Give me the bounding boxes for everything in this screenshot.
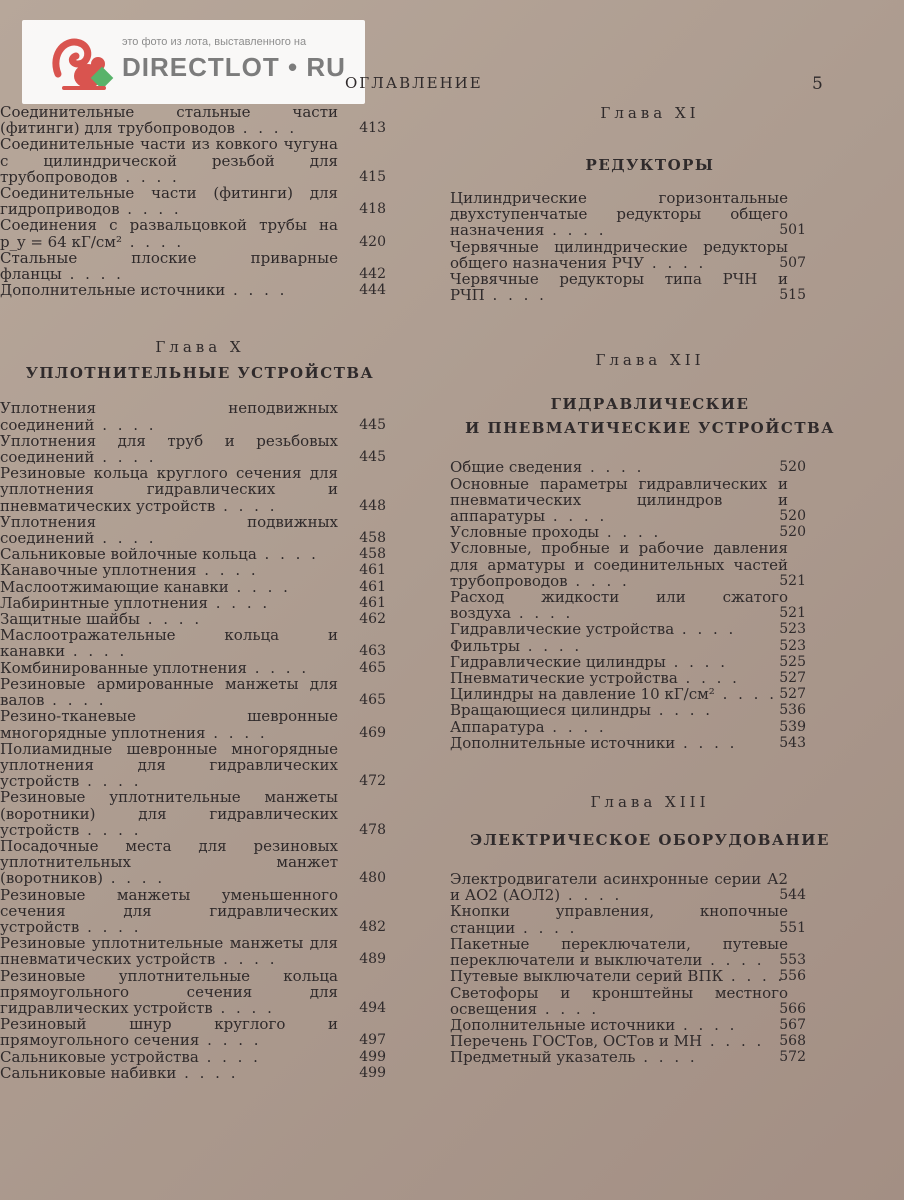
- toc-entry: [0, 887, 400, 936]
- toc-entry: [0, 217, 400, 249]
- toc-entry-page: 536: [779, 702, 806, 719]
- toc-entry: [0, 1016, 400, 1048]
- toc-entry-page: 521: [779, 572, 806, 589]
- toc-entry-title: Кнопки управления, кнопочные станции . . . .: [450, 902, 788, 937]
- chapter-xii-label: Глава XII: [595, 351, 705, 370]
- toc-entry-page: 497: [359, 1032, 386, 1049]
- dot-leader: . . . .: [675, 1015, 738, 1034]
- dot-leader: . . . .: [94, 448, 157, 467]
- toc-entry-page: 572: [779, 1049, 806, 1066]
- toc-entry: [0, 968, 400, 1017]
- toc-entry-title: Канавочные уплотнения . . . .: [0, 561, 259, 580]
- toc-entry: [0, 708, 400, 740]
- running-title: ОГЛАВЛЕНИЕ: [345, 74, 483, 92]
- toc-entry-title: Стальные плоские приварные фланцы . . . .: [0, 248, 338, 284]
- toc-entry-page: 551: [779, 919, 806, 936]
- chapter-xiii-label: Глава XIII: [590, 793, 710, 812]
- toc-entry-title: Электродвигатели асинхронные серии А2 и АО2 (АОЛ2) . . . .: [450, 870, 788, 905]
- toc-entry-title: Посадочные места для резиновых уплотнительных манжет (воротников) . . . .: [0, 836, 338, 888]
- toc-list-chapter-xii: [450, 459, 850, 751]
- toc-entry-title: Резиновые уплотнительные манжеты для пневматических устройств . . . .: [0, 934, 338, 969]
- toc-entry-page: 515: [779, 287, 806, 304]
- toc-entry: [0, 104, 400, 136]
- dot-leader: . . . .: [256, 545, 319, 564]
- toc-left-column: [0, 104, 400, 1081]
- toc-entry-title: Светофоры и кронштейны местного освещения . . . .: [450, 983, 788, 1018]
- toc-entry-title: Резиновые манжеты уменьшенного сечения для гидравлических устройств . . . .: [0, 885, 338, 936]
- toc-entry-title: Путевые выключатели серий ВПК . . . .: [450, 967, 786, 986]
- dot-leader: . . . .: [61, 265, 124, 284]
- toc-entry-title: Червячные цилиндрические редукторы общего назначения РЧУ . . . .: [450, 237, 788, 272]
- toc-entry: [450, 686, 850, 702]
- toc-entry: [450, 702, 850, 718]
- dot-leader: . . . .: [484, 286, 547, 305]
- toc-entry-title: Резиновый шнур круглого и прямоугольного сечения . . . .: [0, 1015, 338, 1050]
- toc-entry: [0, 433, 400, 465]
- toc-entry: [450, 1049, 850, 1065]
- toc-entry-page: 489: [359, 951, 386, 968]
- dot-leader: . . . .: [119, 200, 182, 219]
- toc-entry: [450, 719, 850, 735]
- toc-entry: [0, 514, 400, 546]
- toc-entry-page: 461: [359, 562, 386, 579]
- dot-leader: . . . .: [215, 950, 278, 969]
- chapter-xiii-title: ЭЛЕКТРИЧЕСКОЕ ОБОРУДОВАНИЕ: [470, 831, 830, 850]
- dot-leader: . . . .: [139, 610, 203, 629]
- dot-leader: . . . .: [515, 918, 578, 937]
- toc-entry-title: Условные, пробные и рабочие давления для арматуры и соединительных частей трубопроводов . . . .: [450, 539, 788, 590]
- toc-entry: [450, 190, 850, 239]
- toc-entry: [450, 985, 850, 1017]
- toc-entry-page: 543: [779, 734, 806, 751]
- toc-entry: [0, 676, 400, 708]
- toc-entry-title: Основные параметры гидравлических и пневматических цилиндров и аппаратуры . . . .: [450, 474, 788, 526]
- dot-leader: . . . .: [198, 1047, 261, 1066]
- chapter-xii-title-line2: И ПНЕВМАТИЧЕСКИЕ УСТРОЙСТВА: [465, 419, 835, 438]
- toc-entry-page: 567: [779, 1016, 806, 1033]
- toc-entry-title: Фильтры . . . .: [450, 636, 583, 655]
- toc-entry: [0, 741, 400, 790]
- toc-entry-title: Вращающиеся цилиндры . . . .: [450, 701, 714, 720]
- dot-leader: . . . .: [79, 917, 142, 936]
- toc-entry: [450, 1017, 850, 1033]
- toc-entry-page: 458: [359, 530, 386, 547]
- watermark-caption: это фото из лота, выставленного на: [122, 36, 307, 48]
- chapter-xi-title: РЕДУКТОРЫ: [585, 156, 715, 174]
- chapter-xi-label: Глава XI: [600, 104, 700, 122]
- squirrel-logo-icon: [48, 34, 118, 94]
- toc-entry-title: Маслоотжимающие канавки . . . .: [0, 577, 291, 596]
- toc-entry-page: 499: [359, 1048, 386, 1065]
- toc-entry-page: 444: [359, 282, 386, 299]
- toc-entry: [0, 935, 400, 967]
- dot-leader: . . . .: [199, 1031, 262, 1050]
- toc-entry: [450, 1033, 850, 1049]
- toc-entry: [0, 136, 400, 185]
- toc-entry: [450, 968, 850, 984]
- toc-list-chapter-xi: [450, 190, 850, 303]
- toc-entry-title: Уплотнения неподвижных соединений . . . .: [0, 399, 338, 434]
- toc-entry: [450, 524, 850, 540]
- toc-entry-page: 521: [779, 605, 806, 622]
- toc-entry-page: 462: [359, 611, 386, 628]
- toc-entry-title: Резиновые уплотнительные манжеты (воротники) для гидравлических устройств . . . .: [0, 788, 338, 839]
- toc-entry-title: Пневматические устройства . . . .: [450, 669, 740, 688]
- toc-entry-title: Аппаратура . . . .: [450, 717, 607, 736]
- toc-entry-title: Предметный указатель . . . .: [450, 1048, 698, 1067]
- dot-leader: . . . .: [234, 119, 298, 138]
- toc-entry-title: Защитные шайбы . . . .: [0, 610, 203, 629]
- toc-entry: [0, 185, 400, 217]
- toc-entry-title: Гидравлические устройства . . . .: [450, 620, 737, 639]
- dot-leader: . . . .: [102, 869, 166, 888]
- dot-leader: . . . .: [537, 999, 600, 1018]
- dot-leader: . . . .: [207, 593, 271, 612]
- dot-leader: . . . .: [714, 685, 777, 704]
- toc-entry-title: Соединения с развальцовкой трубы на p_y = 64 кГ/см² . . . .: [0, 216, 338, 251]
- toc-entry-page: 527: [779, 670, 806, 687]
- watermark-banner: [22, 20, 365, 104]
- toc-entry: [450, 638, 850, 654]
- toc-entry: [0, 1049, 400, 1065]
- toc-entry-page: 461: [359, 578, 386, 595]
- toc-entry: [450, 476, 850, 525]
- toc-entry: [450, 540, 850, 589]
- toc-entry: [450, 670, 850, 686]
- dot-leader: . . . .: [65, 642, 128, 661]
- dot-leader: . . . .: [675, 733, 738, 752]
- toc-entry-page: 465: [359, 659, 386, 676]
- dot-leader: . . . .: [599, 523, 662, 542]
- toc-entry: [0, 1065, 400, 1081]
- toc-entry: [450, 936, 850, 968]
- dot-leader: . . . .: [702, 951, 765, 970]
- dot-leader: . . . .: [650, 701, 714, 720]
- dot-leader: . . . .: [702, 1032, 765, 1051]
- dot-leader: . . . .: [544, 221, 607, 240]
- toc-entry-page: 525: [779, 653, 806, 670]
- dot-leader: . . . .: [94, 529, 157, 548]
- dot-leader: . . . .: [511, 604, 574, 623]
- toc-entry: [0, 789, 400, 838]
- toc-entry-title: Сальниковые набивки . . . .: [0, 1063, 239, 1082]
- dot-leader: . . . .: [212, 998, 275, 1017]
- toc-entry: [450, 459, 850, 475]
- toc-entry-page: 527: [779, 686, 806, 703]
- toc-entry: [0, 838, 400, 887]
- dot-leader: . . . .: [215, 496, 278, 515]
- toc-entry-title: Уплотнения подвижных соединений . . . .: [0, 512, 338, 548]
- toc-entry: [0, 660, 400, 676]
- toc-entry-page: 458: [359, 546, 386, 563]
- toc-entry-page: 413: [359, 120, 386, 137]
- toc-entry-page: 507: [779, 254, 806, 271]
- toc-entry-page: 463: [359, 643, 386, 660]
- toc-entry: [450, 871, 850, 903]
- toc-entry-title: Комбинированные уплотнения . . . .: [0, 658, 310, 677]
- toc-entry-title: Соединительные стальные части (фитинги) для трубопроводов . . . .: [0, 103, 338, 138]
- dot-leader: . . . .: [228, 577, 291, 596]
- toc-entry-title: Маслоотражательные кольца и канавки . . . .: [0, 626, 338, 661]
- toc-entry-page: 523: [779, 637, 806, 654]
- toc-entry: [0, 562, 400, 578]
- toc-entry-title: Дополнительные источники . . . .: [0, 281, 288, 300]
- dot-leader: . . . .: [582, 458, 645, 477]
- toc-entry-title: Соединительные части из ковкого чугуна с цилиндрической резьбой для трубопроводов . . . .: [0, 135, 338, 186]
- toc-entry: [0, 546, 400, 562]
- toc-entry-title: Пакетные переключатели, путевые переключатели и выключатели . . . .: [450, 934, 788, 970]
- toc-entry-title: Резиновые армированные манжеты для валов . . . .: [0, 674, 338, 710]
- dot-leader: . . . .: [644, 253, 707, 272]
- toc-entry: [0, 282, 400, 298]
- watermark-brand: DIRECTLOT • RU: [122, 52, 346, 82]
- dot-leader: . . . .: [79, 772, 142, 791]
- toc-entry: [450, 271, 850, 303]
- dot-leader: . . . .: [567, 571, 630, 590]
- dot-leader: . . . .: [677, 669, 740, 688]
- toc-entry: [0, 579, 400, 595]
- dot-leader: . . . .: [544, 717, 607, 736]
- toc-list-chapter-x: [0, 400, 400, 1081]
- toc-entry: [0, 400, 400, 432]
- toc-entry-title: Резиновые кольца круглого сечения для уплотнения гидравлических и пневматических устройств . . . .: [0, 464, 338, 515]
- toc-entry-page: 420: [359, 233, 386, 250]
- toc-entry-title: Червячные редукторы типа РЧН и РЧП . . . .: [450, 270, 788, 305]
- dot-leader: . . . .: [519, 636, 583, 655]
- toc-entry: [450, 654, 850, 670]
- toc-entry-page: 520: [779, 459, 806, 476]
- toc-entry-page: 418: [359, 201, 386, 218]
- toc-entry-title: Лабиринтные уплотнения . . . .: [0, 593, 271, 612]
- toc-entry: [450, 239, 850, 271]
- toc-entry: [450, 621, 850, 637]
- toc-entry-page: 415: [359, 168, 386, 185]
- dot-leader: . . . .: [94, 415, 157, 434]
- toc-entry-page: 445: [359, 416, 386, 433]
- toc-entry-page: 539: [779, 718, 806, 735]
- dot-leader: . . . .: [635, 1048, 698, 1067]
- toc-entry: [0, 627, 400, 659]
- dot-leader: . . . .: [196, 561, 259, 580]
- toc-entry-title: Цилиндрические горизонтальные двухступенчатые редукторы общего назначения . . . .: [450, 189, 788, 240]
- toc-entry: [450, 735, 850, 751]
- toc-entry-title: Уплотнения для труб и резьбовых соединений . . . .: [0, 431, 338, 467]
- toc-entry-title: Резиновые уплотнительные кольца прямоугольного сечения для гидравлических устройств . . . .: [0, 966, 338, 1017]
- toc-right-column: [450, 104, 850, 1066]
- dot-leader: . . . .: [176, 1063, 239, 1082]
- toc-list-top: [0, 104, 400, 298]
- dot-leader: . . . .: [121, 232, 185, 251]
- toc-entry-title: Условные проходы . . . .: [450, 523, 662, 542]
- toc-entry: [0, 465, 400, 514]
- dot-leader: . . . .: [674, 620, 737, 639]
- chapter-xii-title-line1: ГИДРАВЛИЧЕСКИЕ: [550, 395, 750, 414]
- toc-entry-page: 445: [359, 449, 386, 466]
- toc-entry-title: Расход жидкости или сжатого воздуха . . . .: [450, 588, 788, 623]
- chapter-x-title: УПЛОТНИТЕЛЬНЫЕ УСТРОЙСТВА: [25, 364, 375, 383]
- toc-entry-page: 482: [359, 918, 386, 935]
- toc-entry-page: 472: [359, 773, 386, 790]
- dot-leader: . . . .: [665, 652, 728, 671]
- toc-entry-page: 520: [779, 508, 806, 525]
- toc-entry-page: 465: [359, 692, 386, 709]
- toc-entry-page: 469: [359, 724, 386, 741]
- toc-entry: [0, 611, 400, 627]
- page-number: 5: [812, 74, 823, 94]
- toc-entry: [0, 595, 400, 611]
- dot-leader: . . . .: [44, 691, 107, 710]
- dot-leader: . . . .: [246, 658, 310, 677]
- toc-entry-page: 566: [779, 1000, 806, 1017]
- toc-list-chapter-xiii: [450, 871, 850, 1065]
- toc-entry-page: 556: [779, 968, 806, 985]
- toc-entry-page: 442: [359, 266, 386, 283]
- toc-entry: [450, 903, 850, 935]
- toc-entry: [450, 589, 850, 621]
- toc-entry-title: Цилиндры на давление 10 кГ/см² . . . .: [450, 685, 777, 704]
- toc-entry-page: 520: [779, 524, 806, 541]
- toc-entry-title: Общие сведения . . . .: [450, 458, 645, 477]
- toc-entry-page: 544: [779, 887, 806, 904]
- toc-entry-page: 501: [779, 222, 806, 239]
- dot-leader: . . . .: [225, 281, 288, 300]
- toc-entry-title: Сальниковые войлочные кольца . . . .: [0, 545, 319, 564]
- toc-entry-title: Дополнительные источники . . . .: [450, 733, 738, 752]
- toc-entry-title: Полиамидные шевронные многорядные уплотнения для гидравлических устройств . . . .: [0, 739, 338, 791]
- toc-entry-title: Сальниковые устройства . . . .: [0, 1047, 261, 1066]
- toc-entry-page: 568: [779, 1033, 806, 1050]
- toc-entry-page: 494: [359, 999, 386, 1016]
- toc-entry-page: 448: [359, 497, 386, 514]
- toc-entry-page: 461: [359, 594, 386, 611]
- toc-entry-page: 553: [779, 952, 806, 969]
- toc-entry-page: 499: [359, 1064, 386, 1081]
- toc-entry-title: Резино-тканевые шевронные многорядные уплотнения . . . .: [0, 707, 338, 742]
- toc-entry-title: Гидравлические цилиндры . . . .: [450, 652, 728, 671]
- toc-entry: [0, 250, 400, 282]
- dot-leader: . . . .: [545, 507, 608, 526]
- dot-leader: . . . .: [723, 967, 786, 986]
- dot-leader: . . . .: [560, 886, 623, 905]
- toc-entry-title: Соединительные части (фитинги) для гидроприводов . . . .: [0, 184, 338, 219]
- toc-entry-title: Перечень ГОСТов, ОСТов и МН . . . .: [450, 1032, 765, 1051]
- dot-leader: . . . .: [79, 820, 142, 839]
- toc-entry-page: 480: [359, 870, 386, 887]
- dot-leader: . . . .: [117, 167, 180, 186]
- toc-entry-title: Дополнительные источники . . . .: [450, 1015, 738, 1034]
- chapter-x-label: Глава X: [155, 338, 245, 357]
- dot-leader: . . . .: [205, 723, 268, 742]
- toc-entry-page: 478: [359, 821, 386, 838]
- toc-entry-page: 523: [779, 621, 806, 638]
